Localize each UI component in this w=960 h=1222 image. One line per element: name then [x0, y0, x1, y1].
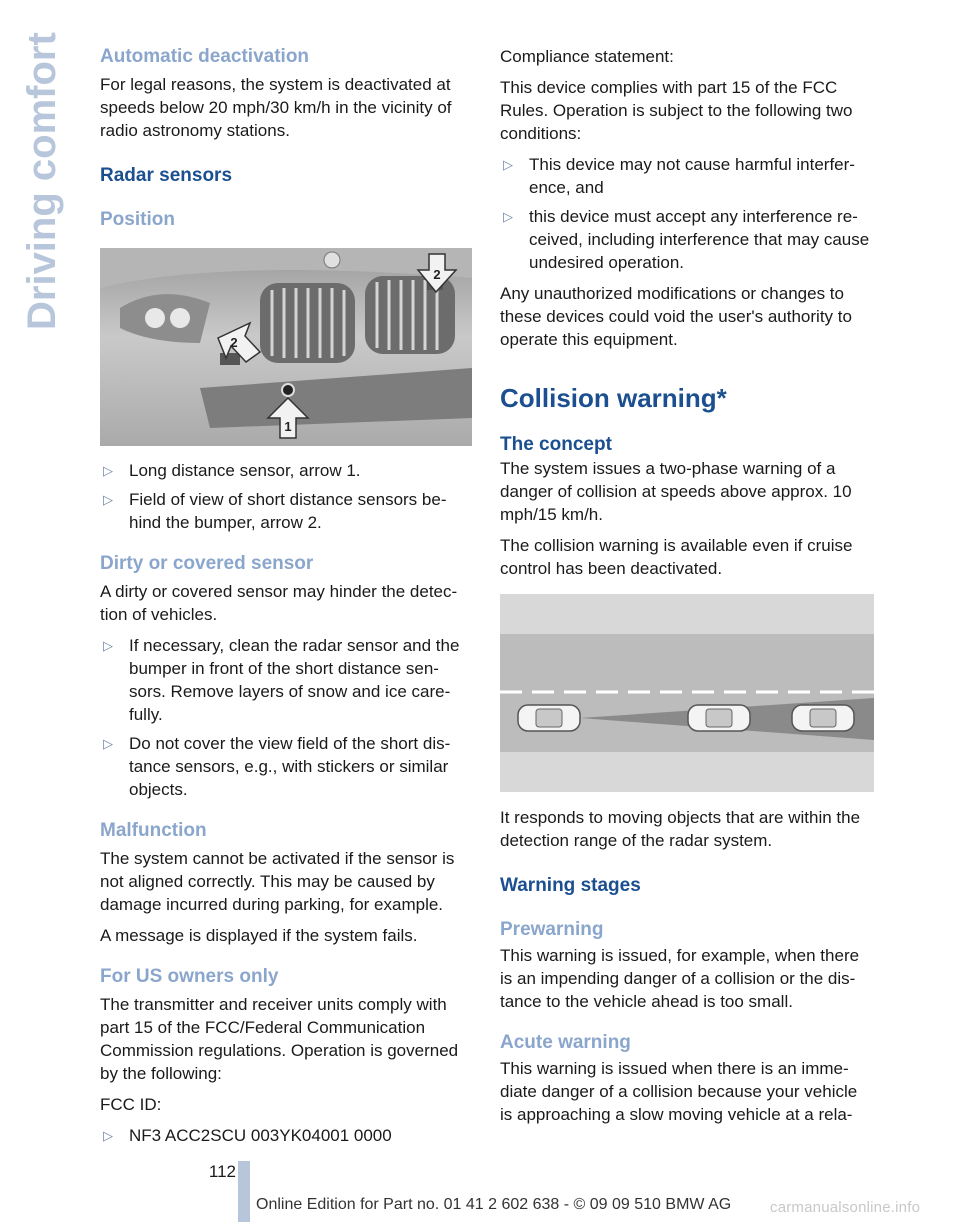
concept-text-1: The system issues a two-phase warning of a danger of collision at speeds above approx. 10 mph/15 km/h.: [500, 459, 852, 524]
right-column: [500, 45, 874, 1134]
arrow-2-right-label: 2: [433, 267, 441, 282]
malfunction-text-1: The system cannot be activated if the sensor is not aligned correctly. This may be caused by damage incurred during parking, for example.: [100, 849, 455, 914]
compliance-modifications-text: Any unauthorized modifications or changes to these devices could void the user's authority to operate this equipment.: [500, 284, 852, 349]
list-item: ▷ If necessary, clean the radar sensor and the bumper in front of the short distance sen-sors. Remove layers of snow and ice care-fully.: [103, 636, 460, 724]
compliance-bullet-list: [500, 153, 874, 274]
collision-warning-figure: [500, 594, 874, 792]
side-title: [0, 0, 80, 340]
footer-bar: [238, 1161, 250, 1222]
auto-deactivation-text: For legal reasons, the system is deactivated at speeds below 20 mph/30 km/h in the vicinity of radio astronomy stations.: [100, 75, 452, 140]
prewarning-text: This warning is issued, for example, when there is an impending danger of a collision or the dis-tance to the vehicle ahead is too small.: [500, 946, 860, 1011]
dirty-sensor-text: A dirty or covered sensor may hinder the detec-tion of vehicles.: [100, 582, 458, 624]
list-item: ▷ this device must accept any interference re-ceived, including interference that may cause undesired operation.: [503, 207, 870, 272]
long-distance-sensor: [282, 384, 294, 396]
acute-warning-text: This warning is issued when there is an imme-diate danger of a collision because your vehicle is approaching a slow moving vehicle at a rela-: [500, 1059, 858, 1124]
us-owners-heading: For US owners only: [100, 966, 279, 987]
list-item: ▷ NF3 ACC2SCU 003YK04001 0000: [103, 1126, 392, 1145]
bullet-triangle-icon: ▷: [503, 157, 513, 172]
us-owners-text: The transmitter and receiver units comply with part 15 of the FCC/Federal Communication Commission regulations. Operation is governed by the following:: [100, 995, 459, 1083]
bullet-triangle-icon: ▷: [103, 638, 113, 653]
bullet-triangle-icon: ▷: [103, 463, 113, 478]
acute-warning-heading: Acute warning: [500, 1032, 631, 1053]
bullet-triangle-icon: ▷: [103, 736, 113, 751]
own-vehicle: [518, 705, 580, 731]
bullet-triangle-icon: ▷: [103, 1128, 113, 1143]
radar-sensors-heading: Radar sensors: [100, 165, 233, 186]
fcc-id-list: [100, 1124, 472, 1147]
dirty-sensor-heading: Dirty or covered sensor: [100, 553, 314, 574]
side-title-text: Driving comfort: [20, 32, 64, 330]
malfunction-text-2: A message is displayed if the system fails.: [100, 926, 418, 945]
bullet-triangle-icon: ▷: [103, 492, 113, 507]
list-item: ▷ This device may not cause harmful interfer-ence, and: [503, 155, 855, 197]
edition-line: Online Edition for Part no. 01 41 2 602 638 - © 09 09 510 BMW AG: [256, 1196, 732, 1213]
compliance-label: Compliance statement:: [500, 47, 674, 66]
list-item: ▷ Field of view of short distance sensors be-hind the bumper, arrow 2.: [103, 490, 447, 532]
concept-text-2: The collision warning is available even if cruise control has been deactivated.: [500, 536, 853, 578]
concept-text-3: It responds to moving objects that are within the detection range of the radar system.: [500, 808, 861, 850]
bullet-triangle-icon: ▷: [503, 209, 513, 224]
position-heading: Position: [100, 209, 175, 230]
brand-logo: [324, 252, 340, 268]
malfunction-heading: Malfunction: [100, 820, 207, 841]
arrow-2-left-label: 2: [230, 335, 238, 350]
compliance-text: This device complies with part 15 of the FCC Rules. Operation is subject to the following two conditions:: [500, 78, 853, 143]
collision-warning-heading: Collision warning*: [500, 383, 727, 413]
watermark: carmanualsonline.info: [770, 1199, 921, 1216]
page-number: 112: [208, 1162, 236, 1181]
dirty-sensor-bullet-list: [100, 634, 472, 801]
warning-stages-heading: Warning stages: [500, 875, 641, 896]
left-column: [100, 45, 472, 1155]
vehicle-far-ahead: [792, 705, 854, 731]
concept-heading: The concept: [500, 434, 612, 455]
vehicle-ahead: [688, 705, 750, 731]
arrow-1-label: 1: [284, 419, 292, 434]
auto-deactivation-heading: Automatic deactivation: [100, 46, 310, 67]
list-item: ▷ Long distance sensor, arrow 1.: [103, 461, 361, 480]
radar-position-figure: [100, 248, 472, 446]
fcc-id-label: FCC ID:: [100, 1095, 162, 1114]
list-item: ▷ Do not cover the view field of the short dis-tance sensors, e.g., with stickers or similar objects.: [103, 734, 451, 799]
prewarning-heading: Prewarning: [500, 919, 604, 940]
position-bullet-list: [100, 459, 472, 534]
